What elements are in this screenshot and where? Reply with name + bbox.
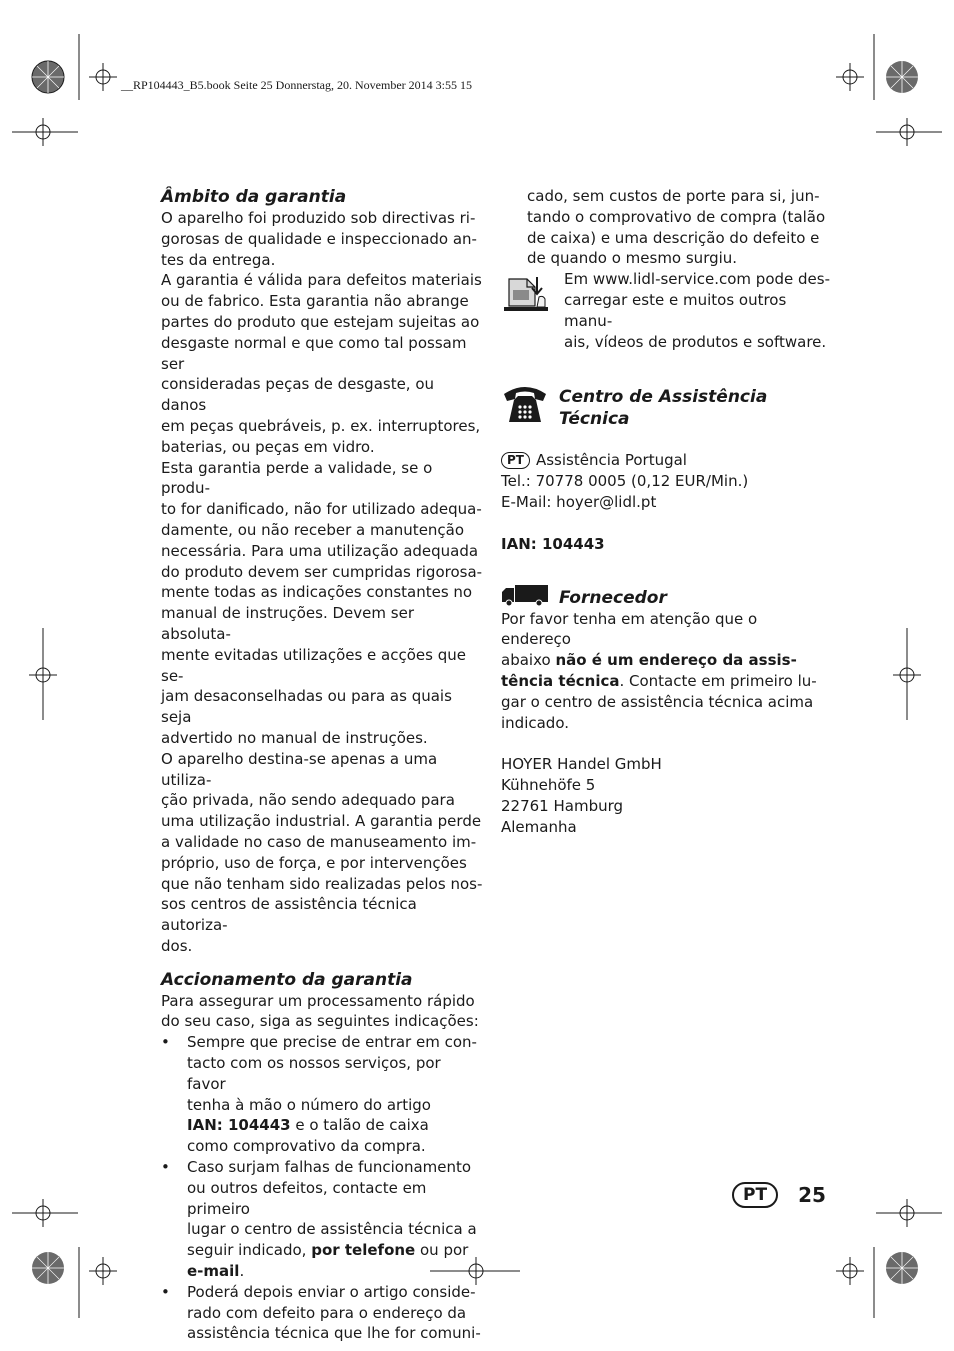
text-line: mente evitadas utilizações e acções que se- (161, 645, 466, 685)
text-line: ais, vídeos de produtos e software. (564, 332, 827, 351)
address-line: 22761 Hamburg (501, 796, 624, 815)
text-line: • Caso surjam falhas de funcionamento (187, 1158, 472, 1177)
right-column (501, 186, 831, 838)
email-emphasis: e-mail (187, 1262, 240, 1281)
text-line: mente todas as indicações constantes no (161, 583, 473, 602)
document-download-icon (503, 273, 549, 313)
text-line: como comprovativo da compra. (187, 1137, 426, 1156)
text-line: gar o centro de assistência técnica acima (501, 692, 814, 711)
text-line: ou outros defeitos, contacte em primeiro (187, 1178, 427, 1218)
service-center-heading-line2: Técnica (559, 409, 630, 430)
bullet-continuation (501, 186, 831, 269)
text-line: partes do produto que estejam sujeitas ao (161, 312, 480, 331)
supplier-heading: Fornecedor (559, 587, 667, 608)
text-line: Esta garantia perde a validade, se o produ- (161, 458, 433, 498)
text-line: a validade no caso de manuseamento im- (161, 832, 477, 851)
list-item (161, 1157, 483, 1282)
text-line: Por favor tenha em atenção que o endereço (501, 609, 758, 649)
text-line: lugar o centro de assistência técnica a (187, 1220, 477, 1239)
text-line (187, 1115, 483, 1136)
list-item (161, 1032, 483, 1157)
text-line: próprio, uso de força, e por intervenções (161, 853, 467, 872)
text-line: desgaste normal e que como tal possam ser (161, 333, 467, 373)
text-line: de quando o mesmo surgiu. (527, 249, 738, 268)
supplier-section (501, 587, 831, 609)
email-address: E-Mail: hoyer@lidl.pt (501, 492, 657, 511)
text-span: seguir indicado, (187, 1241, 312, 1260)
truck-icon (501, 584, 549, 606)
address-line: Kühnehöfe 5 (501, 776, 596, 795)
text-line: de caixa) e uma descrição do defeito e (527, 228, 820, 247)
ian-number: IAN: 104443 (187, 1116, 291, 1135)
text-line (501, 650, 831, 671)
warranty-scope-body (161, 208, 483, 957)
text-line: manual de instruções. Devem ser absoluta- (161, 604, 414, 643)
text-line: Para assegurar um processamento rápido (161, 991, 475, 1010)
text-line (501, 671, 831, 692)
text-line: assistência técnica que lhe for comuni- (187, 1324, 481, 1343)
text-line: do seu caso, siga as seguintes indicações: (161, 1012, 479, 1031)
telephone-icon (501, 382, 549, 426)
text-line: carregar este e muitos outros manu- (564, 290, 787, 330)
language-badge: PT (732, 1182, 778, 1208)
text-line (187, 1261, 483, 1282)
text-line: tando o comprovativo de compra (talão (527, 207, 826, 226)
ian-number (501, 534, 831, 555)
text-line: O aparelho foi produzido sob directivas ri- (161, 209, 476, 227)
text-span: . (239, 1262, 245, 1281)
text-line: tes da entrega. (161, 250, 276, 269)
text-span: e o talão de caixa (290, 1116, 429, 1135)
text-line: advertido no manual de instruções. (161, 728, 428, 747)
supplier-text (501, 609, 831, 734)
text-line: tenha à mão o número do artigo (187, 1095, 431, 1114)
warranty-scope-heading: Âmbito da garantia (161, 187, 347, 207)
address-line: Alemanha (501, 817, 577, 836)
phone-number: Tel.: 70778 0005 (0,12 EUR/Min.) (501, 472, 749, 491)
page-number: 25 (798, 1183, 826, 1207)
text-line: • Sempre que precise de entrar em con- (187, 1033, 477, 1052)
text-span: ou por (415, 1241, 469, 1260)
text-line: uma utilização industrial. A garantia perde (161, 812, 482, 831)
text-line: indicado. (501, 713, 570, 732)
text-span: abaixo (501, 651, 556, 670)
text-line: dos. (161, 936, 193, 955)
service-center-section (501, 386, 831, 430)
text-line: consideradas peças de desgaste, ou danos (161, 375, 435, 415)
text-line: em peças quebráveis, p. ex. interruptores, (161, 416, 481, 435)
left-column (161, 186, 483, 1344)
print-header: __RP104443_B5.book Seite 25 Donnerstag, 20. November 2014 3:55 15 (121, 78, 472, 92)
ian-text: IAN: 104443 (501, 534, 605, 553)
text-line: baterias, ou peças em vidro. (161, 437, 375, 456)
text-line (187, 1240, 483, 1261)
text-line: • Poderá depois enviar o artigo conside- (187, 1282, 476, 1301)
text-line: Em www.lidl-service.com pode des- (564, 270, 830, 289)
download-note (501, 269, 831, 352)
text-line: rado com defeito para o endereço da (187, 1303, 467, 1322)
text-span: . Contacte em primeiro lu- (619, 671, 817, 690)
text-line: necessária. Para uma utilização adequada (161, 541, 479, 560)
address-line: HOYER Handel GmbH (501, 755, 662, 774)
text-line: tacto com os nossos serviços, por favor (187, 1054, 441, 1093)
instruction-list (161, 1032, 483, 1344)
text-line: damente, ou não receber a manutenção (161, 520, 465, 539)
country-badge: PT (501, 452, 530, 469)
supplier-address (501, 754, 831, 837)
warranty-claim-heading: Accionamento da garantia (161, 969, 413, 990)
emphasis-text: tência técnica (501, 671, 620, 690)
service-center-heading: Centro de Assistência (559, 387, 768, 408)
text-line: O aparelho destina-se apenas a uma utiliza- (161, 749, 438, 789)
text-line (501, 450, 831, 471)
text-line: ou de fabrico. Esta garantia não abrange (161, 292, 469, 311)
text-line: to for danificado, não for utilizado adequa- (161, 500, 482, 519)
service-name: Assistência Portugal (535, 451, 687, 470)
service-contact (501, 450, 831, 512)
text-line: do produto devem ser cumpridas rigorosa- (161, 562, 483, 581)
text-line: gorosas de qualidade e inspeccionado an- (161, 229, 477, 248)
text-line: ção privada, não sendo adequado para (161, 791, 455, 810)
phone-emphasis: por telefone (311, 1241, 416, 1260)
list-item (161, 1282, 483, 1344)
text-line: sos centros de assistência técnica autoriza- (161, 895, 417, 935)
emphasis-text: não é um endereço da assis- (555, 651, 797, 670)
text-line: jam desaconselhadas ou para as quais seja (161, 687, 452, 727)
text-line: A garantia é válida para defeitos materiais (161, 271, 482, 290)
page-footer (732, 1182, 826, 1208)
text-line: que não tenham sido realizadas pelos nos- (161, 874, 483, 893)
text-line: cado, sem custos de porte para si, jun- (527, 187, 820, 205)
